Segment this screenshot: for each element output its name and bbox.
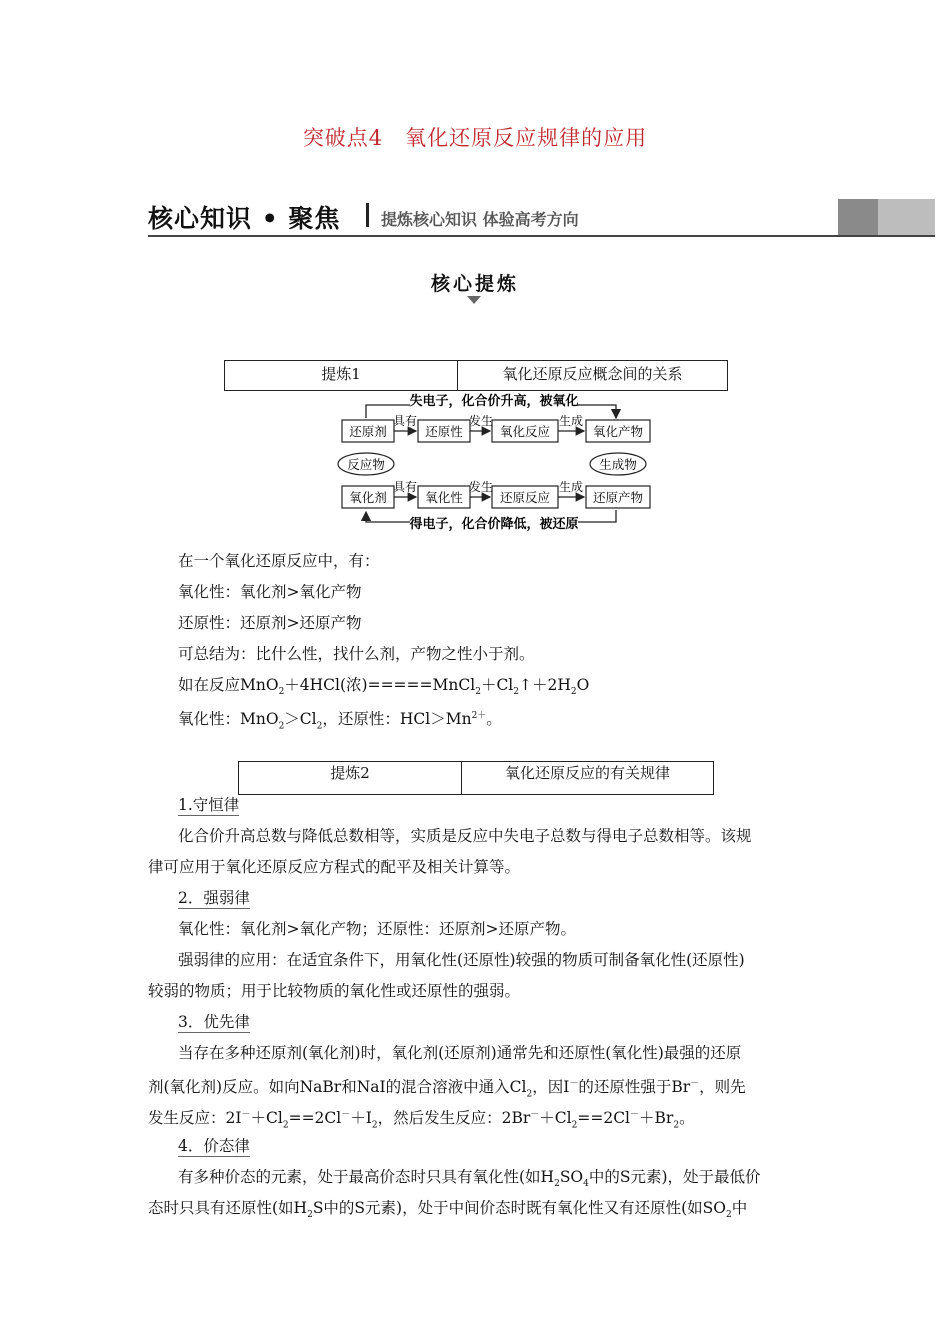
text-line: 剂(氧化剂)反应。如向NaBr和NaI的混合溶液中通入$Cl_2$，因I－的还原性强于Br－，则先 [148,1078,746,1100]
box-oxidizability-label: 氧化性 [425,490,463,505]
topic-table-1-label: 提炼1 [225,361,458,390]
topic-table-2-label: 提炼2 [239,762,462,794]
box-reduction-product-label: 还原产物 [592,490,644,505]
law-heading-priority: 3．优先律 [178,1013,250,1031]
topic-table-1-topic: 氧化还原反应概念间的关系 [502,365,683,383]
topic-table-1 [224,360,728,391]
banner-dark-block [838,199,878,235]
text-line: 较弱的物质；用于比较物质的氧化性或还原性的强弱。 [148,982,521,1000]
topic-table-2-topic: 氧化还原反应的有关规律 [504,764,670,782]
redox-relation-diagram [330,388,660,540]
box-reduction-reaction-label: 还原反应 [499,490,551,505]
banner-rule [148,235,935,237]
banner-light-block [878,199,935,235]
text-line: 强弱律的应用：在适宜条件下，用氧化性(还原性)较强的物质可制备氧化性(还原性) [178,951,745,969]
top-bracket-label: 失电子，化合价升高，被氧化 [409,394,579,409]
text-line: 化合价升高总数与降低总数相等，实质是反应中失电子总数与得电子总数相等。该规 [178,827,752,845]
text-line: 氧化性：氧化剂>氧化产物 [178,583,362,601]
law-heading-conservation: 1.守恒律 [178,796,240,814]
banner-divider [366,203,369,227]
bottom-bracket-label: 得电子，化合价降低，被还原 [409,517,579,532]
text-line: 有多种价态的元素，处于最高价态时只具有氧化性(如$H_2SO_4$中的S元素)，处于最低价 [178,1168,761,1190]
box-oxidizing-agent-label: 氧化剂 [349,490,387,505]
arrow-label-has-1: 具有 [392,414,418,428]
reaction-equation: 如在反应MnO$_2$＋4HCl(浓)$=====MnCl_2+Cl_2↑+2H_2O$ [178,676,590,698]
law-heading-valence: 4．价态律 [178,1137,250,1155]
box-reducing-agent-label: 还原剂 [349,424,387,439]
arrow-label-has-2: 具有 [392,480,418,494]
text-line: 氧化性：氧化剂>氧化产物；还原性：还原剂>还原产物。 [178,920,576,938]
arrow-label-occurs-2: 发生 [468,480,494,494]
section-banner-title: 核心知识 • 聚焦 [148,204,341,233]
text-line: 发生反应：$2I^-+Cl_2==2Cl^-+I_2$，然后发生反应：$2Br^-+Cl_2==2Cl^-+Br_2$。 [148,1109,695,1131]
text-line: 还原性：还原剂>还原产物 [178,614,362,632]
oval-reactants-label: 反应物 [347,457,385,472]
arrow-label-produces-1: 生成 [558,414,584,428]
arrow-label-produces-2: 生成 [558,480,584,494]
section-heading: 核心提炼 [430,273,519,295]
topic-table-2 [238,761,714,795]
text-line: 在一个氧化还原反应中，有： [178,552,380,570]
heading-triangle-icon [467,296,481,304]
text-line: 态时只具有还原性(如$H_2S$中的S元素)，处于中间价态时既有氧化性又有还原性(如$SO_2$中 [148,1199,748,1221]
box-oxidation-product-label: 氧化产物 [592,424,644,439]
text-line: 律可应用于氧化还原反应方程式的配平及相关计算等。 [148,858,521,876]
text-line: 可总结为：比什么性，找什么剂，产物之性小于剂。 [178,645,535,663]
section-banner-subtitle: 提炼核心知识 体验高考方向 [381,210,579,229]
box-reducibility-label: 还原性 [425,424,463,439]
text-line: 当存在多种还原剂(氧化剂)时，氧化剂(还原剂)通常先和还原性(氧化性)最强的还原 [178,1044,742,1062]
comparison-line: 氧化性：$MnO_2>Cl_2$，还原性：$HCl>Mn^{2+}$。 [178,710,502,732]
arrow-label-occurs-1: 发生 [468,414,494,428]
oval-products-label: 生成物 [599,457,637,472]
law-heading-strength: 2．强弱律 [178,889,250,907]
box-oxidation-reaction-label: 氧化反应 [499,424,551,439]
page-title: 突破点4 氧化还原反应规律的应用 [302,126,648,150]
